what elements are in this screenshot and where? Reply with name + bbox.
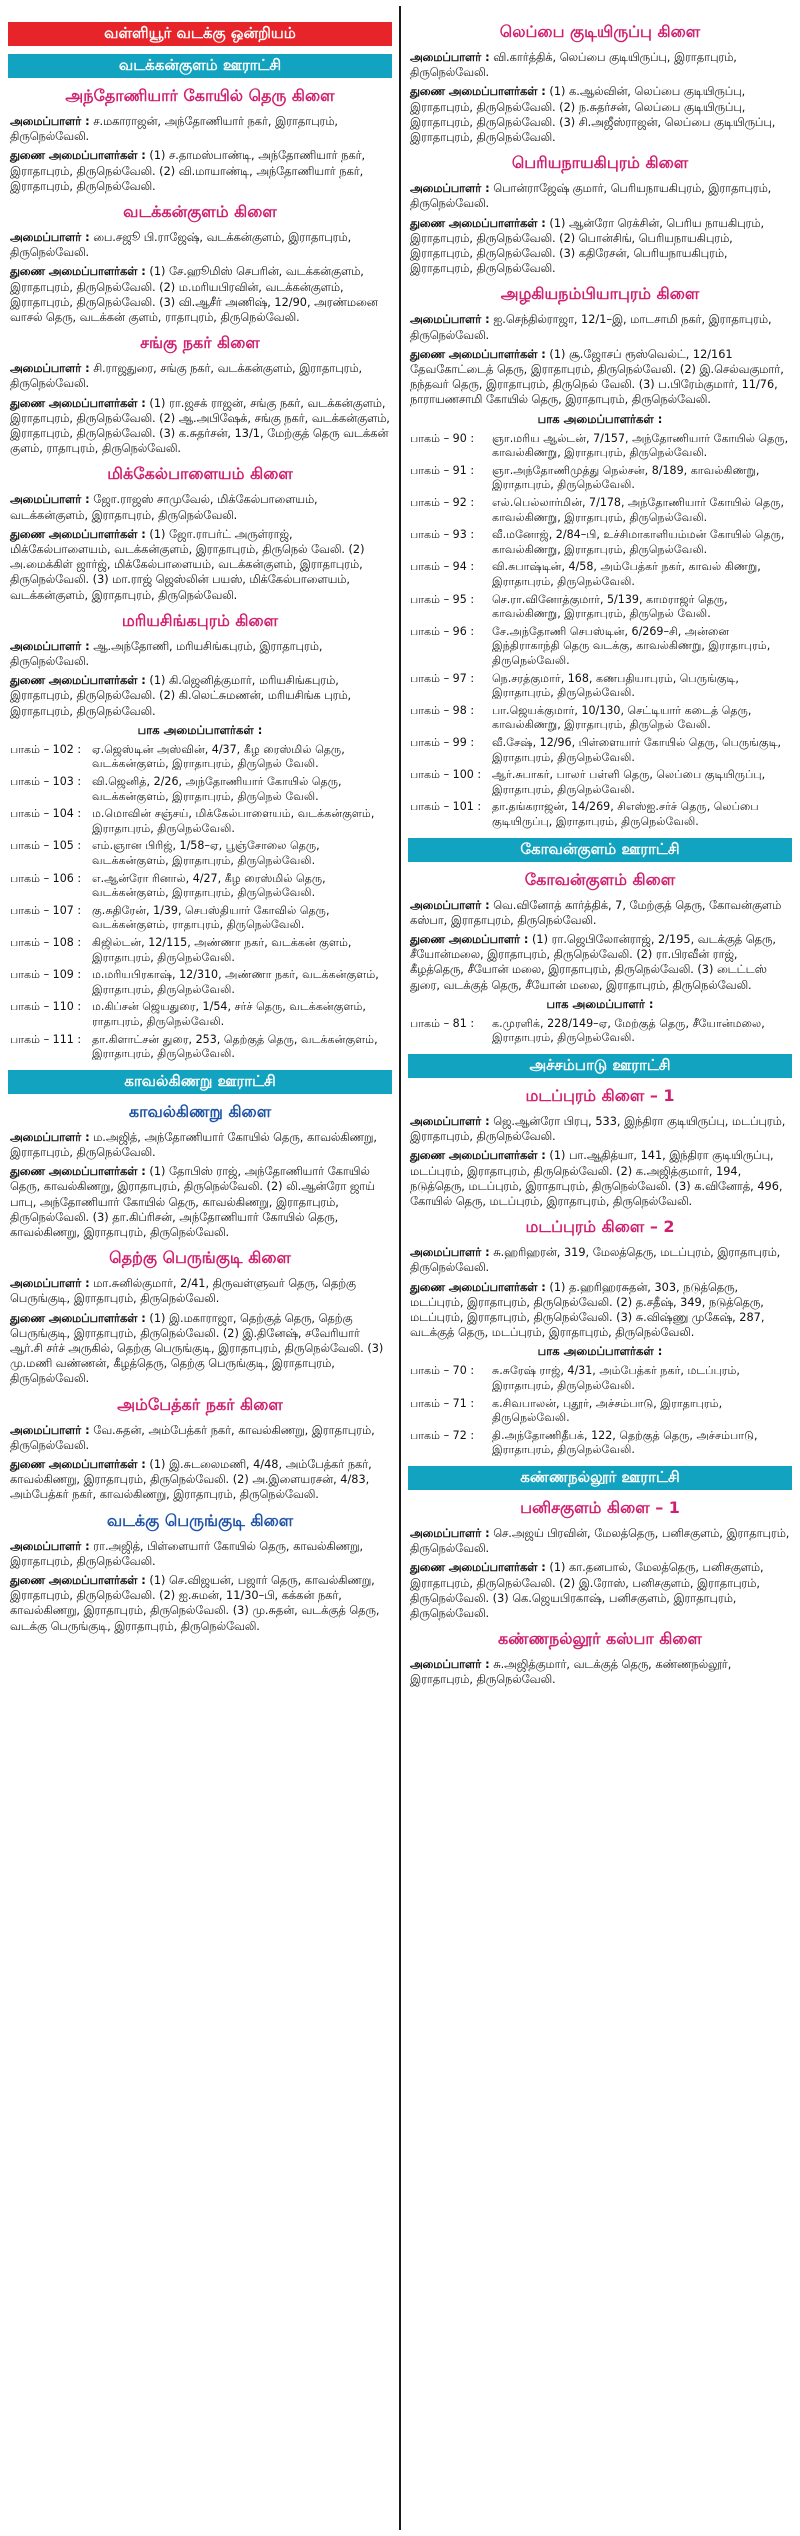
organiser-entry <box>410 50 794 80</box>
deputy-detail: (1) பா.ஆதித்யா, 141, இந்திரா குடியிருப்பு, மடப்புரம், இராதாபுரம், திருநெல்வேலி. (2) க.அஜித்குமார், 194, நடுத்தெரு, மடப்புரம், இராதாபுரம், திருநெல்வேலி. (3) க.வினோத், 496, கோயில் தெரு, மடப்புரம், இராதாபுரம், திருநெல்வேலி. <box>410 1149 783 1208</box>
ward-row <box>10 839 394 868</box>
deputy-organisers-entry <box>10 1311 394 1387</box>
column-divider <box>399 6 401 2530</box>
ward-row <box>10 807 394 836</box>
organiser-entry <box>10 114 394 144</box>
deputy-label: துணை அமைப்பாளர்கள் : <box>10 149 146 163</box>
organiser-detail: ஜெ.ஆன்ரோ பிரபு, 533, இந்திரா குடியிருப்பு, மடப்புரம், இராதாபுரம், திருநெல்வேலி. <box>410 1114 786 1144</box>
ward-row <box>10 872 394 901</box>
deputy-organisers-entry <box>10 1164 394 1240</box>
ward-organiser: தி.அந்தோணிதீபக், 122, தெற்குத் தெரு, அச்சம்பாடு, இராதாபுரம், திருநெல்வேலி. <box>492 1428 758 1457</box>
branch-heading: பனிசகுளம் கிளை – 1 <box>520 1497 680 1517</box>
deputy-label: துணை அமைப்பாளர்கள் : <box>10 1311 146 1325</box>
branch-heading: சங்கு நகர் கிளை <box>140 333 260 353</box>
ward-row <box>410 496 794 525</box>
ward-organisers-heading: பாக அமைப்பாளர் : <box>546 996 654 1011</box>
organiser-entry <box>410 898 794 928</box>
deputy-label: துணை அமைப்பாளர்கள் : <box>410 347 546 361</box>
organiser-detail: செ.அஜய் பிரவின், மேலத்தெரு, பனிசகுளம், இராதாபுரம், திருநெல்வேலி. <box>410 1526 790 1556</box>
ward-row <box>410 1429 794 1458</box>
organiser-label: அமைப்பாளர் : <box>10 231 90 245</box>
organiser-detail: ரா.அஜித், பிள்ளையார் கோயில் தெரு, காவல்கிணறு, இராதாபுரம், திருநெல்வேலி. <box>10 1539 364 1568</box>
ward-organiser: வி.ஜெனித், 2/26, அந்தோணியார் கோயில் தெரு, வடக்கன்குளம், இராதாபுரம், திருநெல் வேலி. <box>92 775 342 803</box>
organiser-detail: வெ.வினோத் கார்த்திக், 7, மேற்குத் தெரு, கோவன்குளம் கஸ்பா, இராதாபுரம், திருநெல்வேலி. <box>410 898 782 927</box>
ward-organiser: வீ.சேஷ், 12/96, பிள்ளையார் கோயில் தெரு, பெருங்குடி, இராதாபுரம், திருநெல்வேலி. <box>492 735 782 764</box>
ward-organiser: ம.மரியபிரகாஷ், 12/310, அண்ணா நகர், வடக்கன்குளம், இராதாபுரம், திருநெல்வேலி. <box>92 968 379 996</box>
ward-number: பாகம் – 90 : <box>410 431 475 445</box>
deputy-label: துணை அமைப்பாளர் : <box>410 932 529 946</box>
ward-organiser: ஆர்.சுபாகர், பாலர் பள்ளி தெரு, லெப்பை குடியிருப்பு, இராதாபுரம், திருநெல்வேலி. <box>492 768 766 796</box>
right-column <box>406 14 794 2524</box>
deputy-label: துணை அமைப்பாளர்கள் : <box>410 1280 546 1294</box>
ward-row <box>410 672 794 701</box>
ward-row <box>10 936 394 965</box>
ward-organiser: எ.ஆன்ரோ ரினால், 4/27, கீழ ரைஸ்மில் தெரு, வடக்கன்குளம், இராதாபுரம், திருநெல்வேலி. <box>92 871 326 900</box>
organiser-label: அமைப்பாளர் : <box>410 182 490 196</box>
union-title: வள்ளியூர் வடக்கு ஒன்றியம் <box>8 22 392 46</box>
ward-organiser: ம.மொவின் சஞ்சய், மிக்கேல்பாளையம், வடக்கன்குளம், இராதாபுரம், திருநெல்வேலி. <box>92 807 375 835</box>
ward-number: பாகம் – 71 : <box>410 1396 475 1410</box>
organiser-label: அமைப்பாளர் : <box>10 362 90 376</box>
deputy-label: துணை அமைப்பாளர்கள் : <box>10 1458 146 1472</box>
ward-organisers-heading: பாக அமைப்பாளர்கள் : <box>537 1344 663 1359</box>
ward-organiser: வி.சுபாஷ்டின், 4/58, அம்பேத்கர் நகர், காவல் கிணறு, இராதாபுரம், திருநெல்வேலி. <box>492 560 761 588</box>
branch-heading: பெரியநாயகிபுரம் கிளை <box>511 153 689 173</box>
ward-organiser: சே.அந்தோணி செபஸ்டின், 6/269–சி, அன்னை இந்திராகாந்தி தெரு வடக்கு, காவல்கிணறு, இராதாபுரம், திருநெல்வேலி. <box>492 624 771 667</box>
organiser-label: அமைப்பாளர் : <box>10 1539 90 1553</box>
left-sections <box>6 54 394 1634</box>
ward-organiser: கிஜில்டன், 12/115, அண்ணா நகர், வடக்கன் குளம், இராதாபுரம், திருநெல்வேலி. <box>92 936 352 964</box>
branch-heading: மடப்புரம் கிளை – 1 <box>525 1085 675 1105</box>
branch-heading: லெப்பை குடியிருப்பு கிளை <box>499 22 701 41</box>
ward-organisers-heading: பாக அமைப்பாளர்கள் : <box>537 411 663 426</box>
organiser-detail: ஐ.செந்தில்ராஜா, 12/1–இ, மாடசாமி நகர், இராதாபுரம், திருநெல்வேலி. <box>410 313 772 342</box>
ward-organiser: எல்.பெல்லார்மின், 7/178, அந்தோணியார் கோயில் தெரு, காவல்கிணறு, இராதாபுரம், திருநெல்வேலி. <box>492 496 785 524</box>
branch-heading: தெற்கு பெருங்குடி கிளை <box>109 1248 291 1268</box>
ward-row <box>10 1033 394 1062</box>
ward-number: பாகம் – 97 : <box>410 671 475 685</box>
branch-heading: மரியசிங்கபுரம் கிளை <box>121 610 279 630</box>
ward-organiser: சு.சுரேஷ் ராஜ், 4/31, அம்பேத்கர் நகர், மடப்புரம், இராதாபுரம், திருநெல்வேலி. <box>492 1364 740 1392</box>
deputy-detail: (1) சே.ஹூமிஸ் செபரின், வடக்கன்குளம், இராதாபுரம், திருநெல்வேலி. (2) ம.மரியபிரவின், வடக்கன்குளம், இராதாபுரம், திருநெல்வேலி. (3) வி.ஆசீர் அணிஷ், 12/90, அரண்மனை வாசல் தெரு, வடக்கன் குளம், ராதாபுரம், திருநெல்வேலி. <box>10 265 378 325</box>
ward-number: பாகம் – 96 : <box>410 624 475 638</box>
deputy-detail: (1) இ.மகாராஜா, தெற்குத் தெரு, தெற்கு பெருங்குடி, இராதாபுரம், திருநெல்வேலி. (2) இ.தினேஷ், சவேரியார் ஆர்.சி சர்ச் அருகில், தெற்கு பெருங்குடி, இராதாபுரம், திருநெல்வேலி. (3) மு.மணி வண்ணன், கீழத்தெரு, தெற்கு பெருங்குடி, இராதாபுரம், திருநெல்வேலி. <box>10 1311 384 1386</box>
organiser-label: அமைப்பாளர் : <box>10 493 90 507</box>
deputy-label: துணை அமைப்பாளர்கள் : <box>10 1165 146 1179</box>
branch-heading: மடப்புரம் கிளை – 2 <box>525 1217 675 1237</box>
organiser-detail: வி.கார்த்திக், லெப்பை குடியிருப்பு, இராதாபுரம், திருநெல்வேலி. <box>410 51 737 80</box>
organiser-label: அமைப்பாளர் : <box>410 1246 490 1260</box>
panchayat-heading: கண்ணநல்லூர் ஊராட்சி <box>408 1466 792 1490</box>
deputy-organisers-entry <box>10 264 394 325</box>
organiser-label: அமைப்பாளர் : <box>410 51 490 64</box>
ward-row <box>410 800 794 829</box>
ward-number: பாகம் – 92 : <box>410 496 475 510</box>
ward-organiser: ஞா.மரிய ஆல்டன், 7/157, அந்தோணியார் கோயில் தெரு, காவல்கிணறு, இராதாபுரம், திருநெல்வேலி. <box>492 431 789 460</box>
ward-number: பாகம் – 106 : <box>10 871 82 885</box>
organiser-entry <box>10 1423 394 1453</box>
organiser-label: அமைப்பாளர் : <box>10 639 90 653</box>
deputy-organisers-entry <box>410 347 794 408</box>
panchayat-heading: அச்சம்பாடு ஊராட்சி <box>408 1054 792 1078</box>
panchayat-heading: வடக்கன்குளம் ஊராட்சி <box>8 54 392 78</box>
ward-number: பாகம் – 91 : <box>410 463 475 477</box>
organiser-detail: சு.அஜித்குமார், வடக்குத் தெரு, கண்ணநல்லூர், இராதாபுரம், திருநெல்வேலி. <box>410 1658 732 1687</box>
deputy-detail: (1) த.ஹரிஹரசுதன், 303, நடுத்தெரு, மடப்புரம், இராதாபுரம், திருநெல்வேலி. (2) த.சதீஷ், 349, நடுத்தெரு, மடப்புரம், இராதாபுரம், திருநெல்வேலி. (3) சு.விஷ்ணு முகேஷ், 287, வடக்குத் தெரு, மடப்புரம், இராதாபுரம், திருநெல்வேலி. <box>410 1280 765 1340</box>
organiser-entry <box>10 639 394 669</box>
ward-number: பாகம் – 102 : <box>10 742 82 756</box>
organiser-entry <box>410 1526 794 1556</box>
ward-row <box>410 1397 794 1426</box>
ward-number: பாகம் – 70 : <box>410 1364 475 1378</box>
ward-row <box>10 1000 394 1029</box>
deputy-organisers-entry <box>10 673 394 719</box>
organiser-entry <box>10 492 394 522</box>
organiser-entry <box>410 312 794 342</box>
ward-row <box>10 743 394 772</box>
ward-number: பாகம் – 72 : <box>410 1428 475 1442</box>
ward-number: பாகம் – 103 : <box>10 775 82 789</box>
branch-heading: வடக்கன்குளம் கிளை <box>123 202 277 222</box>
ward-organiser: கு.சுதிரேன், 1/39, செபஸ்தியார் கோவில் தெரு, வடக்கன்குளம், ராதாபுரம், திருநெல்வேலி. <box>92 903 330 932</box>
ward-number: பாகம் – 94 : <box>410 560 475 574</box>
deputy-detail: (1) ரா.ஜெபிலோன்ராஜ், 2/195, வடக்குத் தெரு, சீயோன்மலை, இராதாபுரம், திருநெல்வேலி. (2) ரா.பிரவீன் ராஜ், கீழத்தெரு, சீயோன் மலை, இராதாபுரம், திருநெல்வேலி. (3) டைட்டஸ் துரை, வடக்குத் தெரு, சீயோன் மலை, இராதாபுரம், திருநெல்வேலி. <box>410 932 776 992</box>
ward-number: பாகம் – 98 : <box>410 703 475 717</box>
deputy-label: துணை அமைப்பாளர்கள் : <box>10 265 146 279</box>
branch-heading: மிக்கேல்பாளையம் கிளை <box>107 464 293 484</box>
branch-heading: கண்ணநல்லூர் கஸ்பா கிளை <box>498 1629 702 1649</box>
deputy-organisers-entry <box>410 84 794 145</box>
deputy-detail: (1) கி.ஜெனித்குமார், மரியசிங்கபுரம், இராதாபுரம், திருநெல்வேலி. (2) கி.லெட்சுமணன், மரியசிங்க புரம், இராதாபுரம், திருநெல்வேலி. <box>10 674 352 718</box>
deputy-label: துணை அமைப்பாளர்கள் : <box>10 1574 146 1588</box>
ward-organiser: தா.கிளாட்சன் துரை, 253, தெற்குத் தெரு, வடக்கன்குளம், இராதாபுரம், திருநெல்வேலி. <box>92 1032 378 1061</box>
ward-organiser: ஞா.அந்தோணிமுத்து நெல்சன், 8/189, காவல்கிணறு, இராதாபுரம், திருநெல்வேலி. <box>492 463 760 492</box>
ward-organiser: க.முரளிக், 228/149–ஏ, மேற்குத் தெரு, சீயோன்மலை, இராதாபுரம், திருநெல்வேலி. <box>492 1016 765 1045</box>
deputy-detail: (1) கா.தனபால், மேலத்தெரு, பனிசகுளம், இராதாபுரம், திருநெல்வேலி. (2) இ.ரோஸ், பனிசகுளம், இராதாபுரம், திருநெல்வேலி. (3) கெ.ஜெயபிரகாஷ், பனிசகுளம், இராதாபுரம், திருநெல்வேலி. <box>410 1561 764 1620</box>
deputy-organisers-entry <box>410 1560 794 1621</box>
ward-row <box>410 625 794 669</box>
branch-heading: அம்பேத்கர் நகர் கிளை <box>117 1394 283 1414</box>
branch-heading: வடக்கு பெருங்குடி கிளை <box>106 1510 294 1530</box>
ward-organiser: வீ.மனோஜ், 2/84–பி, உச்சிமாகாளியம்மன் கோயில் தெரு, காவல்கிணறு, இராதாபுரம், திருநெல்வேலி. <box>492 528 785 556</box>
ward-row <box>10 775 394 804</box>
organiser-detail: ஆ.அந்தோணி, மரியசிங்கபுரம், இராதாபுரம், திருநெல்வேலி. <box>10 639 323 669</box>
deputy-detail: (1) செ.விஜயன், பஜார் தெரு, காவல்கிணறு, இராதாபுரம், திருநெல்வேலி. (2) ஐ.சுமன், 11/30–பி, கக்கன் நகர், காவல்கிணறு, இராதாபுரம், திருநெல்வேலி. (3) மு.சுதன், வடக்குத் தெரு, வடக்கு பெருங்குடி, இராதாபுரம், திருநெல்வேலி. <box>10 1574 380 1633</box>
ward-number: பாகம் – 108 : <box>10 936 82 950</box>
organiser-entry <box>410 1114 794 1144</box>
deputy-organisers-entry <box>10 1457 394 1503</box>
deputy-detail: (1) ஜோ.ராபர்ட் அருள்ராஜ், மிக்கேல்பாளையம், வடக்கன்குளம், இராதாபுரம், திருநெல் வேலி. (2) அ.மைக்கிள் ஜார்ஜ், மிக்கேல்பாளையம், வடக்கன்குளம், இராதாபுரம், திருநெல்வேலி. (3) மா.ராஜ் ஜெஸ்லின் பயஸ், மிக்கேல்பாளையம், வடக்கன்குளம், இராதாபுரம், திருநெல்வேலி. <box>10 527 365 602</box>
organiser-detail: வே.சுதன், அம்பேத்கர் நகர், காவல்கிணறு, இராதாபுரம், திருநெல்வேலி. <box>10 1423 375 1452</box>
ward-organiser: தா.தங்கராஜன், 14/269, சிஎஸ்ஐ.சர்ச் தெரு, லெப்பை குடியிருப்பு, இராதாபுரம், திருநெல்வேலி. <box>492 800 759 828</box>
right-sections <box>406 20 794 1688</box>
ward-organiser: நெ.சரத்குமார், 168, கணபதியாபுரம், பெருங்குடி, இராதாபுரம், திருநெல்வேலி. <box>492 671 739 700</box>
organiser-label: அமைப்பாளர் : <box>10 115 90 128</box>
branch-heading: காவல்கிணறு கிளை <box>128 1101 272 1121</box>
organiser-label: அமைப்பாளர் : <box>410 898 490 912</box>
ward-number: பாகம் – 93 : <box>410 528 475 542</box>
ward-row <box>410 432 794 461</box>
ward-row <box>410 736 794 765</box>
deputy-detail: (1) க.ஆல்வின், லெப்பை குடியிருப்பு, இராதாபுரம், திருநெல்வேலி. (2) ந.சுதர்சன், லெப்பை குடியிருப்பு, இராதாபுரம், திருநெல்வேலி. (3) சி.அஜீஸ்ராஜன், லெப்பை குடியிருப்பு, இராதாபுரம், திருநெல்வேலி. <box>410 85 776 145</box>
organiser-detail: பை.சஜூ பி.ராஜேஷ், வடக்கன்குளம், இராதாபுரம், திருநெல்வேலி. <box>10 231 352 260</box>
ward-organiser: ம.கிப்சன் ஜெயதுரை, 1/54, சர்ச் தெரு, வடக்கன்குளம், ராதாபுரம், திருநெல்வேலி. <box>92 1000 366 1028</box>
ward-row <box>410 528 794 557</box>
deputy-organisers-entry <box>410 1280 794 1341</box>
organiser-entry <box>10 1276 394 1306</box>
ward-number: பாகம் – 107 : <box>10 903 82 917</box>
organiser-label: அமைப்பாளர் : <box>10 1277 90 1291</box>
organiser-label: அமைப்பாளர் : <box>10 1130 90 1144</box>
deputy-label: துணை அமைப்பாளர்கள் : <box>10 674 146 688</box>
deputy-label: துணை அமைப்பாளர்கள் : <box>410 85 546 99</box>
organiser-detail: ச.மகாராஜன், அந்தோணியார் நகர், இராதாபுரம், திருநெல்வேலி. <box>10 115 339 144</box>
deputy-label: துணை அமைப்பாளர்கள் : <box>410 216 546 230</box>
deputy-detail: (1) ரா.ஜசக் ராஜன், சங்கு நகர், வடக்கன்குளம், இராதாபுரம், திருநெல்வேலி. (2) ஆ.அபிஷேக், சங்கு நகர், வடக்கன்குளம், இராதாபுரம், திருநெல்வேலி. (3) க.சுதர்சன், 13/1, மேற்குத் தெரு வடக்கன் குளம், ராதாபுரம், திருநெல்வேலி. <box>10 396 390 456</box>
ward-row <box>410 1017 794 1046</box>
organiser-label: அமைப்பாளர் : <box>410 1526 490 1540</box>
deputy-detail: (1) ச.தாமஸ்பாண்டி, அந்தோணியார் நகர், இராதாபுரம், திருநெல்வேலி. (2) வி.மாயாண்டி, அந்தோணியார் நகர், இராதாபுரம், திருநெல்வேலி. <box>10 149 366 193</box>
branch-heading: அழகியநம்பியாபுரம் கிளை <box>500 284 700 304</box>
organiser-detail: சு.ஹரிஹரன், 319, மேலத்தெரு, மடப்புரம், இராதாபுரம், திருநெல்வேலி. <box>410 1246 781 1275</box>
organiser-label: அமைப்பாளர் : <box>410 1114 490 1128</box>
ward-number: பாகம் – 111 : <box>10 1032 82 1046</box>
deputy-organisers-entry <box>10 148 394 194</box>
deputy-organisers-entry <box>410 1148 794 1209</box>
ward-organiser: பா.ஜெயக்குமார், 10/130, செட்டியார் கடைத் தெரு, காவல்கிணறு, இராதாபுரம், திருநெல் வேலி. <box>492 703 752 732</box>
ward-row <box>410 1364 794 1393</box>
ward-organisers-heading: பாக அமைப்பாளர்கள் : <box>137 722 263 737</box>
organiser-detail: ம.அஜித், அந்தோணியார் கோயில் தெரு, காவல்கிணறு, இராதாபுரம், திருநெல்வேலி. <box>10 1130 377 1159</box>
organiser-detail: பொன்ராஜேஷ் குமார், பெரியநாயகிபுரம், இராதாபுரம், திருநெல்வேலி. <box>410 182 772 211</box>
ward-row <box>10 968 394 997</box>
ward-row <box>410 768 794 797</box>
ward-organiser: எம்.ஞான பிரிஜ், 1/58–ஏ, பூஞ்சோலை தெரு, வடக்கன்குளம், இராதாபுரம், திருநெல்வேலி. <box>92 839 320 868</box>
organiser-detail: சி.ராஜதுரை, சங்கு நகர், வடக்கன்குளம், இராதாபுரம், திருநெல்வேலி. <box>10 362 363 391</box>
deputy-detail: (1) ஆன்ரோ ரெக்சின், பெரிய நாயகிபுரம், இராதாபுரம், திருநெல்வேலி. (2) பொன்சிங், பெரியநாயகிபுரம், இராதாபுரம், திருநெல்வேலி. (3) கதிரேசன், பெரியநாயகிபுரம், இராதாபுரம், திருநெல்வேலி. <box>410 216 765 276</box>
ward-organiser: செ.ரா.வினோத்குமார், 5/139, காமராஜர் தெரு, காவல்கிணறு, இராதாபுரம், திருநெல் வேலி. <box>492 592 728 621</box>
ward-number: பாகம் – 105 : <box>10 839 82 853</box>
organiser-label: அமைப்பாளர் : <box>410 1658 490 1672</box>
ward-row <box>410 464 794 493</box>
deputy-organisers-entry <box>10 527 394 603</box>
ward-number: பாகம் – 95 : <box>410 592 475 606</box>
deputy-organisers-entry <box>10 1573 394 1634</box>
panchayat-heading: கோவன்குளம் ஊராட்சி <box>408 838 792 862</box>
ward-row <box>10 904 394 933</box>
panchayat-heading: காவல்கிணறு ஊராட்சி <box>8 1070 392 1094</box>
ward-number: பாகம் – 81 : <box>410 1016 475 1030</box>
organiser-entry <box>410 1245 794 1275</box>
deputy-label: துணை அமைப்பாளர்கள் : <box>10 396 146 410</box>
ward-number: பாகம் – 101 : <box>410 800 482 814</box>
organiser-label: அமைப்பாளர் : <box>410 313 490 327</box>
deputy-detail: (1) சூ.ஜோசப் ரூஸ்வெல்ட், 12/161 தேவகோட்டைத் தெரு, இராதாபுரம், திருநெல்வேலி. (2) இ.செல்வகுமார், நந்தவர் தெரு, இராதாபுரம், திருநெல் வேலி. (3) ப.பிரேம்குமார், 11/76, நாராயணசாமி கோயில் தெரு, இராதாபுரம், திருநெல்வேலி. <box>410 347 784 407</box>
organiser-detail: மா.சுனில்குமார், 2/41, திருவள்ளுவர் தெரு, தெற்கு பெருங்குடி, இராதாபுரம், திருநெல்வேலி. <box>10 1277 356 1306</box>
ward-number: பாகம் – 100 : <box>410 768 482 782</box>
deputy-label: துணை அமைப்பாளர்கள் : <box>410 1149 546 1163</box>
ward-number: பாகம் – 109 : <box>10 968 82 982</box>
organiser-entry <box>410 1657 794 1687</box>
ward-row <box>410 704 794 733</box>
organiser-entry <box>10 1130 394 1160</box>
organiser-entry <box>10 1539 394 1569</box>
ward-organiser: ஏ.ஜெஸ்டின் அஸ்வின், 4/37, கீழ ரைஸ்மில் தெரு, வடக்கன்குளம், இராதாபுரம், திருநெல் வேலி. <box>92 742 345 771</box>
ward-number: பாகம் – 99 : <box>410 735 475 749</box>
organiser-detail: ஜோ.ராஜஸ் சாமுவேல், மிக்கேல்பாளையம், வடக்கன்குளம், இராதாபுரம், திருநெல்வேலி. <box>10 493 318 522</box>
organiser-entry <box>10 361 394 391</box>
organiser-entry <box>10 230 394 260</box>
left-column <box>6 14 394 2524</box>
deputy-label: துணை அமைப்பாளர்கள் : <box>10 527 146 541</box>
ward-row <box>410 593 794 622</box>
deputy-organisers-entry <box>10 396 394 457</box>
deputy-organisers-entry <box>410 932 794 993</box>
branch-heading: அந்தோணியார் கோயில் தெரு கிளை <box>65 86 335 105</box>
deputy-organisers-entry <box>410 216 794 277</box>
organiser-label: அமைப்பாளர் : <box>10 1423 90 1437</box>
ward-organiser: க.சிவபாலன், புதூர், அச்சம்பாடு, இராதாபுரம், திருநெல்வேலி. <box>492 1396 723 1425</box>
deputy-detail: (1) இ.சுடலைமணி, 4/48, அம்பேத்கர் நகர், காவல்கிணறு, இராதாபுரம், திருநெல்வேலி. (2) அ.இளையரசன், 4/83, அம்பேத்கர் நகர், காவல்கிணறு, இராதாபுரம், திருநெல்வேலி. <box>10 1458 372 1502</box>
deputy-detail: (1) தோபிஸ் ராஜ், அந்தோணியார் கோயில் தெரு, காவல்கிணறு, இராதாபுரம், திருநெல்வேலி. (2) லி.ஆன்ரோ ஜாய் பாபு, அந்தோணியார் கோயில் தெரு, காவல்கிணறு, இராதாபுரம், திருநெல்வேலி. (3) தா.கிப்ரிசன், அந்தோணியார் கோயில் தெரு, காவல்கிணறு, இராதாபுரம், திருநெல்வேலி. <box>10 1165 375 1239</box>
ward-row <box>410 560 794 589</box>
organiser-entry <box>410 181 794 211</box>
branch-heading: கோவன்குளம் கிளை <box>524 869 676 889</box>
ward-number: பாகம் – 104 : <box>10 807 82 821</box>
deputy-label: துணை அமைப்பாளர்கள் : <box>410 1561 546 1575</box>
ward-number: பாகம் – 110 : <box>10 1000 82 1014</box>
